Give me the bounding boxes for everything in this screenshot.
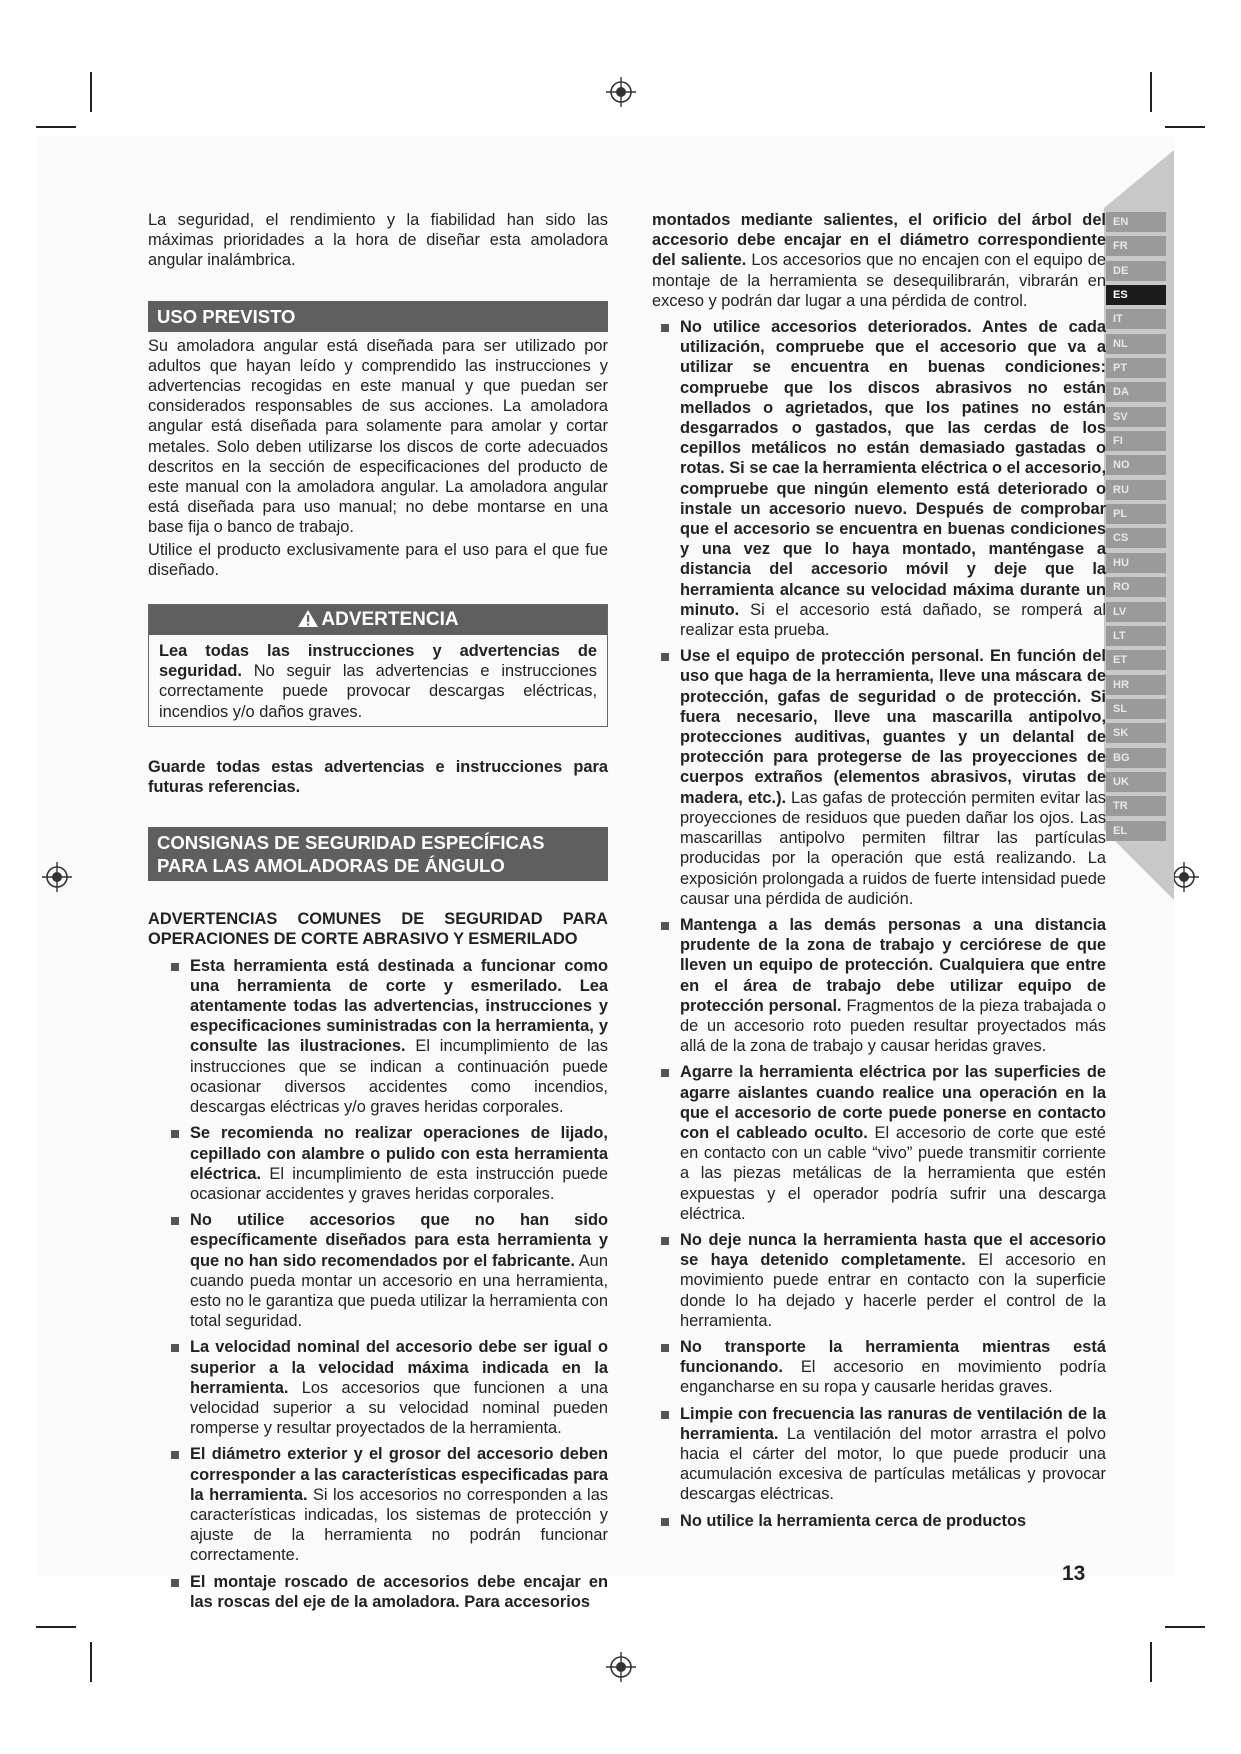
continued-paragraph — [652, 210, 1106, 311]
item-text: El incumplimiento de esta instrucción puede ocasionar accidentes y graves heridas corporales. — [190, 1164, 608, 1203]
item-bold-text: No utilice accesorios que no han sido específicamente diseñados para esta herramienta y que no han sido recomendados por el fabricante. — [190, 1211, 608, 1270]
warning-triangle-icon — [297, 609, 319, 628]
crop-mark — [1150, 72, 1152, 112]
right-bullet-list — [652, 317, 1106, 1531]
item-text: Los accesorios que funcionen a una velocidad superior a su velocidad nominal pueden romperse y resultar proyectados de la herramienta. — [190, 1378, 608, 1438]
consignas-title-line-1: CONSIGNAS DE SEGURIDAD ESPECÍFICAS — [157, 832, 545, 854]
section-heading-uso-previsto: USO PREVISTO — [148, 301, 608, 332]
lang-tab-lv[interactable]: LV — [1106, 602, 1166, 622]
registration-mark-icon — [606, 1652, 636, 1682]
list-item — [652, 646, 1106, 909]
crop-mark — [1165, 126, 1205, 128]
warning-text: No seguir las advertencias e instrucciones correctamente puede provocar descargas eléctricas, incendios y/o daños graves. — [159, 662, 597, 721]
lang-tab-da[interactable]: DA — [1106, 382, 1166, 402]
list-item — [162, 1123, 608, 1204]
right-column — [652, 210, 1106, 1537]
save-instructions-note: Guarde todas estas advertencias e instrucciones para futuras referencias. — [148, 757, 608, 797]
intro-paragraph: La seguridad, el rendimiento y la fiabilidad han sido las máximas prioridades a la hora de diseñar esta amoladora angular inalámbrica. — [148, 211, 608, 270]
lang-tab-no[interactable]: NO — [1106, 455, 1166, 475]
item-bold-text: Se recomienda no realizar operaciones de lijado, cepillado con alambre o pulido con esta herramienta eléctrica. — [190, 1124, 608, 1183]
common-warnings-subhead: ADVERTENCIAS COMUNES DE SEGURIDAD PARA OPERACIONES DE CORTE ABRASIVO Y ESMERILADO — [148, 910, 608, 949]
item-bold-text: No utilice la herramienta cerca de productos — [680, 1511, 1027, 1530]
list-item — [162, 1444, 608, 1565]
lang-tab-el[interactable]: EL — [1106, 821, 1166, 841]
list-item — [652, 317, 1106, 640]
list-item — [652, 1511, 1106, 1531]
item-text: La ventilación del motor arrastra el polvo hacia el cárter del motor, lo que puede producir una acumulación excesiva de partículas metálicas y provocar descargas eléctricas. — [680, 1424, 1106, 1504]
section-heading-consignas — [148, 827, 608, 881]
left-bullet-list — [162, 956, 608, 1612]
item-bold-text: Limpie con frecuencia las ranuras de ventilación de la herramienta. — [680, 1404, 1106, 1443]
list-item — [652, 1230, 1106, 1331]
lang-tab-sk[interactable]: SK — [1106, 723, 1166, 743]
item-text: Fragmentos de la pieza trabajada o de un accesorio roto pueden resultar proyectados más allá de la zona de trabajo y causar heridas graves. — [680, 996, 1106, 1056]
lang-tab-ro[interactable]: RO — [1106, 577, 1166, 597]
consignas-title-line-2: PARA LAS AMOLADORAS DE ÁNGULO — [157, 855, 505, 877]
lang-tab-ru[interactable]: RU — [1106, 480, 1166, 500]
crop-mark — [36, 126, 76, 128]
item-text: Las gafas de protección permiten evitar las proyecciones de residuos que pueden dañar los ojos. Las mascarillas antipolvo permiten filtrar las partículas producidas por la operación que está realizando. La exposición prolongada a ruidos de fuerte intensidad puede causar una pérdida de audición. — [680, 788, 1106, 908]
warning-bold-text: Lea todas las instrucciones y advertencias de seguridad. — [159, 642, 597, 681]
item-bold-text: No utilice accesorios deteriorados. Antes de cada utilización, compruebe que el accesorio que va a utilizar se encuentra en buenas condiciones: compruebe que los discos abrasivos no están mellados o agrietados, que los patines no están desgarrados o gastados, que las cerdas de los cepillos metálicos no están demasiado gastadas o rotas. Si se cae la herramienta eléctrica o el accesorio, compruebe que ningún elemento está deteriorado o instale un accesorio nuevo. Después de comprobar que el accesorio se encuentra en buenas condiciones y una vez que lo haya montado, manténgase a distancia del accesorio móvil y deje que la herramienta alcance su velocidad máxima durante un minuto. — [680, 318, 1106, 619]
item-bold-text: Agarre la herramienta eléctrica por las superficies de agarre aislantes cuando realice una operación en la que el accesorio de corte puede ponerse en contacto con el cableado oculto. — [680, 1063, 1106, 1142]
item-bold-text: Use el equipo de protección personal. En función del uso que haga de la herramienta, lleve una máscara de protección, gafas de seguridad o de protección. Si fuera necesario, lleve una mascarilla antipolvo, protecciones auditivas, guantes y un delantal de protección para protegerse de las proyecciones de cuerpos extraños (elementos abrasivos, virutas de madera, etc.). — [680, 647, 1106, 807]
lang-tab-pl[interactable]: PL — [1106, 504, 1166, 524]
item-text: Si los accesorios no corresponden a las características indicadas, los sistemas de protección y ajuste de la herramienta no podrán funcionar correctamente. — [190, 1485, 608, 1565]
lang-tab-es[interactable]: ES — [1106, 285, 1166, 305]
lang-tab-sv[interactable]: SV — [1106, 407, 1166, 427]
list-item — [162, 1337, 608, 1438]
warning-body — [149, 635, 607, 726]
warning-title — [149, 605, 607, 635]
item-text: El incumplimiento de las instrucciones que se indican a continuación puede ocasionar diversos accidentes como incendios, descargas eléctricas y/o graves heridas corporales. — [190, 1037, 608, 1117]
uso-paragraph-1: Su amoladora angular está diseñada para ser utilizado por adultos que hayan leído y comprendido las instrucciones y advertencias recogidas en este manual y que puedan ser considerados responsables de sus acciones. La amoladora angular está diseñada para solamente para amolar y cortar metales. Solo deben utilizarse los discos de corte adecuados descritos en la sección de especificaciones del producto de este manual con la amoladora angular. La amoladora angular está diseñada para uso manual; no debe montarse en una base fija o banco de trabajo. — [148, 336, 608, 537]
lang-tab-tr[interactable]: TR — [1106, 796, 1166, 816]
lang-tab-hr[interactable]: HR — [1106, 675, 1166, 695]
item-bold-text: Esta herramienta está destinada a funcionar como una herramienta de corte y esmerilado. Lea atentamente todas las advertencias, instrucciones y especificaciones suministradas con la herramienta, y consulte las ilustraciones. — [190, 956, 608, 1056]
language-index — [1106, 212, 1166, 845]
lang-tab-lt[interactable]: LT — [1106, 626, 1166, 646]
item-text: Aun cuando pueda montar un accesorio en una herramienta, esto no le garantiza que pueda utilizar la herramienta con total seguridad. — [190, 1251, 608, 1331]
registration-mark-icon — [606, 77, 636, 107]
item-text: El accesorio de corte que esté en contacto con un cable “vivo” puede transmitir corriente a las piezas metálicas de la herramienta que estén expuestas y el operador podría sufrir una descarga eléctrica. — [680, 1123, 1106, 1223]
list-item — [162, 956, 608, 1118]
continued-text: Los accesorios que no encajen con el equipo de montaje de la herramienta se desequilibrarán, vibrarán en exceso y podrán dar lugar a una pérdida de control. — [652, 251, 1106, 310]
continued-bold-text: montados mediante salientes, el orificio del árbol del accesorio debe encajar en el diámetro correspondiente del saliente. — [652, 211, 1106, 270]
item-bold-text: No deje nunca la herramienta hasta que el accesorio se haya detenido completamente. — [680, 1230, 1106, 1270]
item-text: El accesorio en movimiento podría engancharse en su ropa y causarle heridas graves. — [680, 1358, 1106, 1397]
lang-tab-de[interactable]: DE — [1106, 261, 1166, 281]
crop-mark — [36, 1626, 76, 1628]
item-bold-text: La velocidad nominal del accesorio debe ser igual o superior a la velocidad máxima indicada en la herramienta. — [190, 1338, 608, 1397]
lang-tab-nl[interactable]: NL — [1106, 334, 1166, 354]
lang-tab-et[interactable]: ET — [1106, 650, 1166, 670]
item-bold-text: El montaje roscado de accesorios debe encajar en las roscas del eje de la amoladora. Para accesorios — [190, 1572, 608, 1611]
lang-tab-hu[interactable]: HU — [1106, 553, 1166, 573]
list-item — [652, 915, 1106, 1056]
lang-tab-it[interactable]: IT — [1106, 309, 1166, 329]
warning-box — [148, 604, 608, 727]
item-text: Si el accesorio está dañado, se romperá al realizar esta prueba. — [680, 600, 1106, 640]
list-item — [162, 1572, 608, 1612]
page-number: 13 — [1062, 1562, 1086, 1585]
crop-mark — [90, 72, 92, 112]
lang-tab-pt[interactable]: PT — [1106, 358, 1166, 378]
warning-title-text: ADVERTENCIA — [321, 609, 459, 631]
item-bold-text: El diámetro exterior y el grosor del accesorio deben corresponder a las características especificadas para la herramienta. — [190, 1445, 608, 1504]
item-bold-text: No transporte la herramienta mientras está funcionando. — [680, 1337, 1106, 1377]
list-item — [652, 1337, 1106, 1398]
item-bold-text: Mantenga a las demás personas a una distancia prudente de la zona de trabajo y cerciórese de que lleven un equipo de protección. Cualquiera que entre en el área de trabajo debe utilizar equipo de protección personal. — [680, 915, 1106, 1015]
lang-tab-fr[interactable]: FR — [1106, 236, 1166, 256]
list-item — [652, 1404, 1106, 1505]
lang-tab-cs[interactable]: CS — [1106, 528, 1166, 548]
lang-tab-sl[interactable]: SL — [1106, 699, 1166, 719]
lang-tab-fi[interactable]: FI — [1106, 431, 1166, 451]
list-item — [652, 1062, 1106, 1224]
lang-tab-uk[interactable]: UK — [1106, 772, 1166, 792]
crop-mark — [1150, 1642, 1152, 1682]
list-item — [162, 1210, 608, 1331]
crop-mark — [90, 1642, 92, 1682]
lang-tab-en[interactable]: EN — [1106, 212, 1166, 232]
item-text: El accesorio en movimiento puede entrar en contacto con la superficie donde lo ha dejado y hacerle perder el control de la herramienta. — [680, 1251, 1106, 1330]
lang-tab-bg[interactable]: BG — [1106, 748, 1166, 768]
crop-mark — [1165, 1626, 1205, 1628]
left-column — [148, 210, 608, 1618]
uso-paragraph-2: Utilice el producto exclusivamente para el uso para el que fue diseñado. — [148, 540, 608, 579]
registration-mark-icon — [42, 862, 72, 892]
